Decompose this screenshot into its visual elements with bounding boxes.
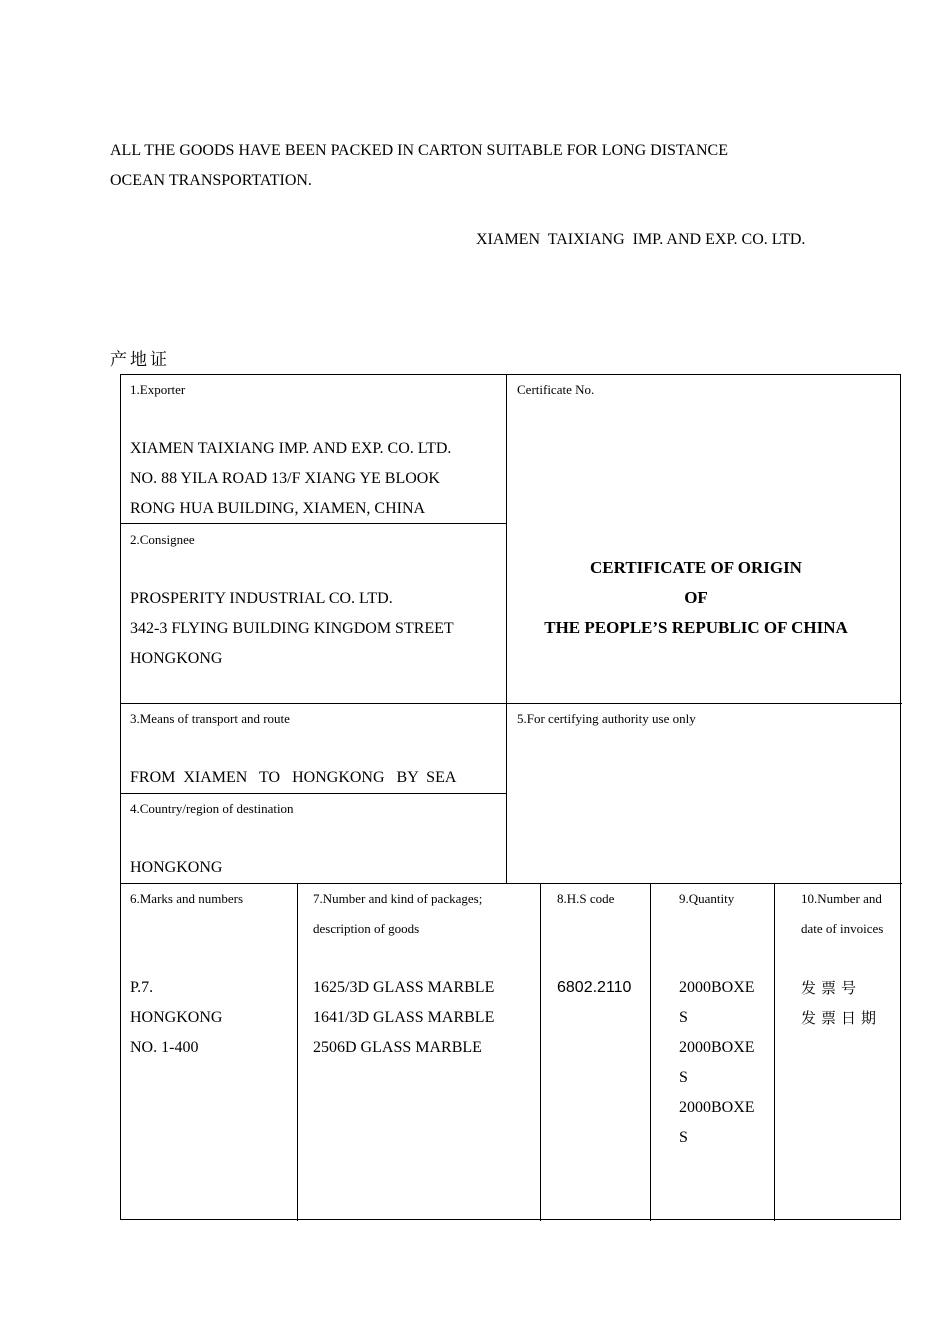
quantity-line-5: 2000BOXE [679,1099,755,1116]
divider-col4 [774,883,775,1221]
package-line-3: 2506D GLASS MARBLE [313,1039,482,1056]
authority-label: 5.For certifying authority use only [517,711,696,726]
consignee-line-3: HONGKONG [130,650,223,667]
marks-label: 6.Marks and numbers [130,891,244,906]
packages-label-1: 7.Number and kind of packages; [313,891,483,906]
certificate-title-line-1: CERTIFICATE OF ORIGIN [590,558,802,577]
invoice-date: 发票日期 [801,1009,882,1027]
transport-label: 3.Means of transport and route [130,711,290,726]
certificate-title-line-3: THE PEOPLE’S REPUBLIC OF CHINA [544,618,848,637]
consignee-label: 2.Consignee [130,532,195,547]
section-heading: 产地证 [110,350,170,370]
certificate-no-label: Certificate No. [517,382,595,397]
marks-line-3: NO. 1-400 [130,1039,199,1056]
hs-code-value: 6802.2110 [557,979,632,996]
certificate-title-line-2: OF [684,588,708,607]
invoice-label-2: date of invoices [801,921,884,936]
exporter-line-1: XIAMEN TAIXIANG IMP. AND EXP. CO. LTD. [130,440,452,457]
exporter-line-3: RONG HUA BUILDING, XIAMEN, CHINA [130,500,426,517]
marks-line-1: P.7. [130,979,154,996]
quantity-label: 9.Quantity [679,891,735,906]
quantity-line-3: 2000BOXE [679,1039,755,1056]
company-signature: XIAMEN TAIXIANG IMP. AND EXP. CO. LTD. [476,231,806,248]
package-line-2: 1641/3D GLASS MARBLE [313,1009,495,1026]
transport-value: FROM XIAMEN TO HONGKONG BY SEA [130,769,457,786]
hs-code-label: 8.H.S code [557,891,615,906]
packages-label-2: description of goods [313,921,420,936]
quantity-line-4: S [679,1069,688,1086]
divider-col2 [540,883,541,1221]
marks-line-2: HONGKONG [130,1009,223,1026]
destination-label: 4.Country/region of destination [130,801,294,816]
exporter-label: 1.Exporter [130,382,186,397]
package-line-1: 1625/3D GLASS MARBLE [313,979,495,996]
quantity-line-1: 2000BOXE [679,979,755,996]
quantity-line-2: S [679,1009,688,1026]
consignee-line-2: 342-3 FLYING BUILDING KINGDOM STREET [130,620,454,637]
destination-value: HONGKONG [130,859,223,876]
invoice-label-1: 10.Number and [801,891,882,906]
intro-line-2: OCEAN TRANSPORTATION. [110,172,312,189]
consignee-line-1: PROSPERITY INDUSTRIAL CO. LTD. [130,590,393,607]
intro-line-1: ALL THE GOODS HAVE BEEN PACKED IN CARTON SUITABLE FOR LONG DISTANCE [110,142,728,159]
divider-col3 [650,883,651,1221]
invoice-number: 发票号 [801,979,862,997]
exporter-line-2: NO. 88 YILA ROAD 13/F XIANG YE BLOOK [130,470,440,487]
divider-col1 [297,883,298,1221]
quantity-line-6: S [679,1129,688,1146]
